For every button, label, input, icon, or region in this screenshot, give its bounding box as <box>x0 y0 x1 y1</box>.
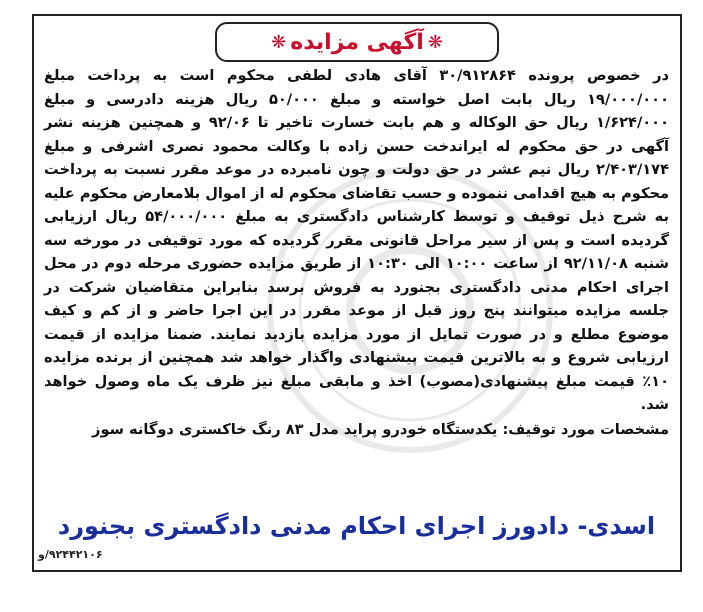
title-box <box>215 22 499 62</box>
body-text: در خصوص پرونده ۳۰/۹۱۲۸۶۴ آقای هادی لطفی محکوم است به پرداخت مبلغ ۱۹/۰۰۰/۰۰۰ ریال بابت اصل خواسته و مبلغ ۵۰/۰۰۰ ریال هزینه دادرسی و مبلغ ۱/۶۲۴/۰۰۰ ریال حق الوکاله و هم بابت خسارت تاخیر تا ۹۲/۰۶ و همچنین هزینه نشر آگهی در حق محکوم له ایراندخت حسن زاده با وکالت محمود نصری اشرفی و مبلغ ۲/۴۰۳/۱۷۴ ریال نیم عشر در حق دولت و چون نامبرده در موعد مقرر نسبت به پرداخت محکوم به هیچ اقدامی ننموده و حسب تقاضای محکوم له از اموال بلامعارض محکوم علیه به شرح ذیل توقیف و توسط کارشناس دادگستری به مبلغ ۵۴/۰۰۰/۰۰۰ ریال ارزیابی گردیده است و پس از سیر مراحل قانونی مقرر گردیده که مورد توقیفی در مورخه سه شنبه ۹۲/۱۱/۰۸ از ساعت ۱۰:۰۰ الی ۱۰:۳۰ از طریق مزایده حضوری مرحله دوم در محل اجرای احکام مدنی دادگستری بجنورد به فروش برسد بنابراین متقاضیان شرکت در جلسه مزایده میتوانند پنج روز قبل از موعد مقرر در این اجرا حاضر و از کم و کیف موضوع مطلع و در صورت تمایل از مورد مزایده بازدید نمایند. ضمنا مزایده از قیمت ارزیابی شروع و به بالاترین قیمت پیشنهادی واگذار خواهد شد همچنین از برنده مزایده ۱۰٪ قیمت مبلغ پیشنهادی(مصوب) اخذ و مابقی مبلغ نیز ظرف یک ماه وصول خواهد شد. <box>44 67 669 413</box>
star-icon: ❋ <box>271 31 287 53</box>
spec-label: مشخصات مورد توقیف: <box>502 420 669 438</box>
signature: اسدی- دادورز اجرای احکام مدنی دادگستری بجنورد <box>57 512 656 540</box>
notice-body <box>44 64 669 441</box>
star-icon: ❋ <box>427 31 443 53</box>
spec-text: یکدستگاه خودرو پراید مدل ۸۳ رنگ خاکستری دوگانه سوز <box>92 420 498 438</box>
seized-item-spec <box>44 418 669 442</box>
reference-number: ۹۲۴۴۲۱۰۶/و <box>38 548 103 561</box>
notice-title: آگهی مزایده <box>290 29 424 55</box>
